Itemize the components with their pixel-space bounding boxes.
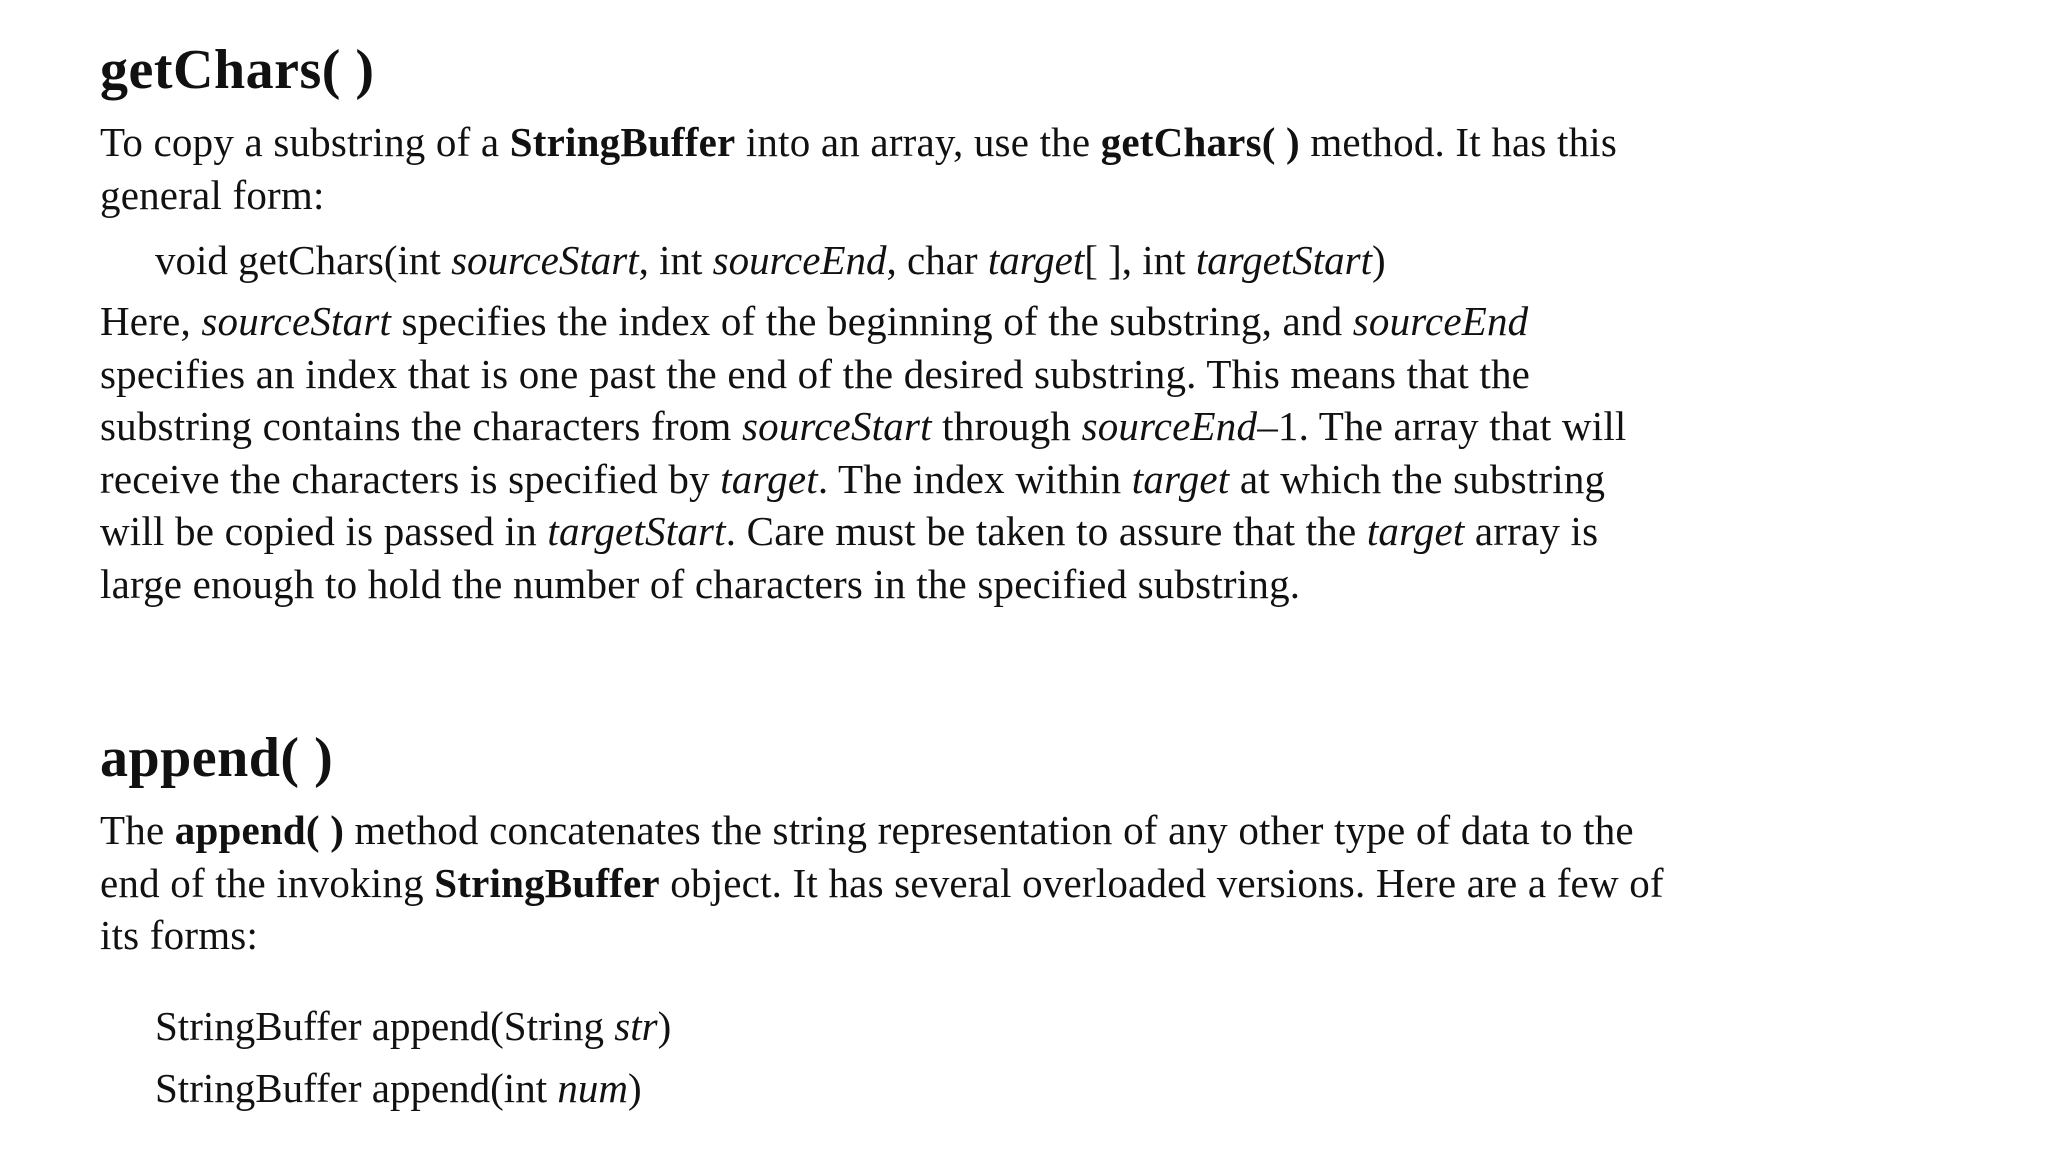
text-run: [ ], int	[1084, 237, 1196, 283]
section-intro-paragraph	[100, 804, 1680, 962]
text-run: , int	[638, 237, 713, 283]
section-getchars-heading-block	[100, 38, 1680, 102]
text-run: specifies the index of the beginning of the substring, and	[391, 298, 1353, 344]
italic-param: sourceEnd	[1352, 298, 1529, 344]
italic-param: target	[720, 455, 818, 502]
bold-term: StringBuffer	[434, 859, 660, 906]
text-run: )	[627, 1065, 642, 1111]
section-append-intro-block	[100, 804, 1680, 962]
append-signature-int	[155, 1062, 642, 1114]
italic-param: target	[987, 237, 1085, 283]
section-body-paragraph	[100, 295, 1680, 610]
text-run: at which the substring will be copied is passed in	[100, 455, 1606, 554]
italic-param: targetStart	[547, 508, 726, 554]
text-run: –1. The array that will receive the characters is specified by	[100, 403, 1627, 502]
text-run: . The index within	[817, 455, 1132, 502]
italic-param: targetStart	[1195, 237, 1372, 283]
italic-param: sourceStart	[201, 298, 392, 344]
text-run: )	[657, 1003, 672, 1049]
text-run: specifies an index that is one past the end of the desired substring. This means that the substring contains the characters from	[100, 350, 1531, 449]
section-heading: append( )	[100, 727, 334, 789]
italic-param: target	[1366, 508, 1465, 554]
section-heading: getChars( )	[100, 39, 375, 101]
text-run: StringBuffer append(int	[155, 1065, 558, 1111]
italic-param: sourceEnd	[1081, 403, 1258, 449]
text-run: array is large enough to hold the number of characters in the specified substring.	[100, 508, 1599, 607]
text-run: StringBuffer append(String	[155, 1003, 615, 1049]
section-getchars-body-block	[100, 295, 1680, 610]
text-run: Here,	[100, 298, 202, 344]
text-run: object. It has several overloaded versions. Here are a few of its forms:	[100, 859, 1664, 958]
bold-term: getChars( )	[1100, 119, 1300, 165]
text-run: method. It has this general form:	[100, 119, 1618, 218]
append-signature-string	[155, 1000, 671, 1052]
italic-param: sourceStart	[741, 403, 932, 449]
text-run: )	[1371, 237, 1386, 283]
section-intro-paragraph	[100, 116, 1680, 221]
text-run: . Care must be taken to assure that the	[725, 508, 1367, 554]
section-append-heading-block	[100, 726, 1680, 790]
getchars-signature	[155, 234, 1386, 286]
bold-term: StringBuffer	[509, 119, 736, 165]
italic-param: sourceEnd	[712, 237, 887, 283]
italic-param: num	[557, 1065, 628, 1111]
text-run: To copy a substring of a	[100, 119, 510, 165]
text-run: through	[931, 403, 1082, 449]
text-run: The	[100, 807, 175, 853]
section-getchars-intro-block	[100, 116, 1680, 221]
text-run: , char	[886, 237, 988, 283]
text-run: into an array, use the	[735, 119, 1101, 165]
italic-param: str	[614, 1003, 658, 1049]
italic-param: sourceStart	[451, 237, 639, 283]
text-run: method concatenates the string representation of any other type of data to the end of the invoking	[100, 807, 1634, 906]
italic-param: target	[1131, 455, 1230, 502]
text-run: void getChars(int	[155, 237, 452, 283]
bold-term: append( )	[174, 807, 345, 853]
